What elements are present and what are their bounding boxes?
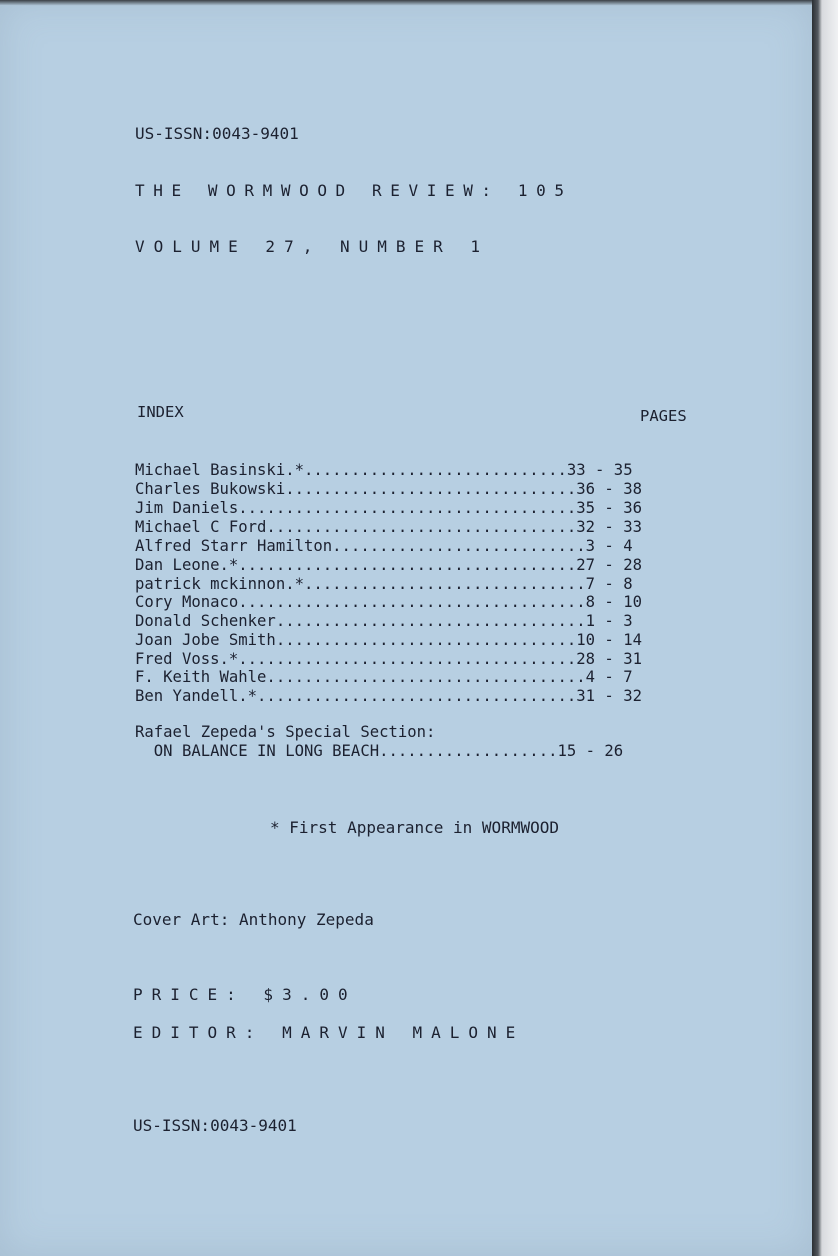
- index-entry: Cory Monaco.....................................8 - 10: [135, 593, 642, 611]
- binding-edge: [812, 0, 838, 1256]
- index-entry: Donald Schenker.................................1 - 3: [135, 612, 633, 630]
- index-entry: Charles Bukowski...............................36 - 38: [135, 480, 642, 498]
- cover-art-credit: Cover Art: Anthony Zepeda: [133, 910, 374, 929]
- index-entry: Jim Daniels....................................35 - 36: [135, 499, 642, 517]
- special-section-intro: Rafael Zepeda's Special Section:: [135, 723, 436, 741]
- issn-top: US-ISSN:0043-9401: [135, 124, 299, 143]
- volume-number: VOLUME 27, NUMBER 1: [135, 237, 490, 256]
- index-entry: Michael C Ford.................................32 - 33: [135, 518, 642, 536]
- first-appearance-footnote: * First Appearance in WORMWOOD: [270, 818, 559, 837]
- index-heading: INDEX: [137, 403, 184, 421]
- index-entry: Michael Basinski.*............................33 - 35: [135, 461, 633, 479]
- special-section-entry: ON BALANCE IN LONG BEACH...................15 - 26: [135, 742, 624, 760]
- index-entry: patrick mckinnon.*..............................7 - 8: [135, 575, 633, 593]
- editor: EDITOR: MARVIN MALONE: [133, 1023, 525, 1042]
- index-entry: F. Keith Wahle..................................4 - 7: [135, 668, 633, 686]
- index-entry: Fred Voss.*....................................28 - 31: [135, 650, 642, 668]
- index-entry: Dan Leone.*....................................27 - 28: [135, 556, 642, 574]
- issn-bottom: US-ISSN:0043-9401: [133, 1116, 297, 1135]
- magazine-title: THE WORMWOOD REVIEW: 105: [135, 181, 573, 200]
- index-entry: Joan Jobe Smith................................10 - 14: [135, 631, 642, 649]
- pages-heading: PAGES: [640, 407, 687, 425]
- price: PRICE: $3.00: [133, 985, 357, 1004]
- index-entry: Alfred Starr Hamilton...........................3 - 4: [135, 537, 633, 555]
- index-entry: Ben Yandell.*..................................31 - 32: [135, 687, 642, 705]
- top-edge: [0, 0, 812, 6]
